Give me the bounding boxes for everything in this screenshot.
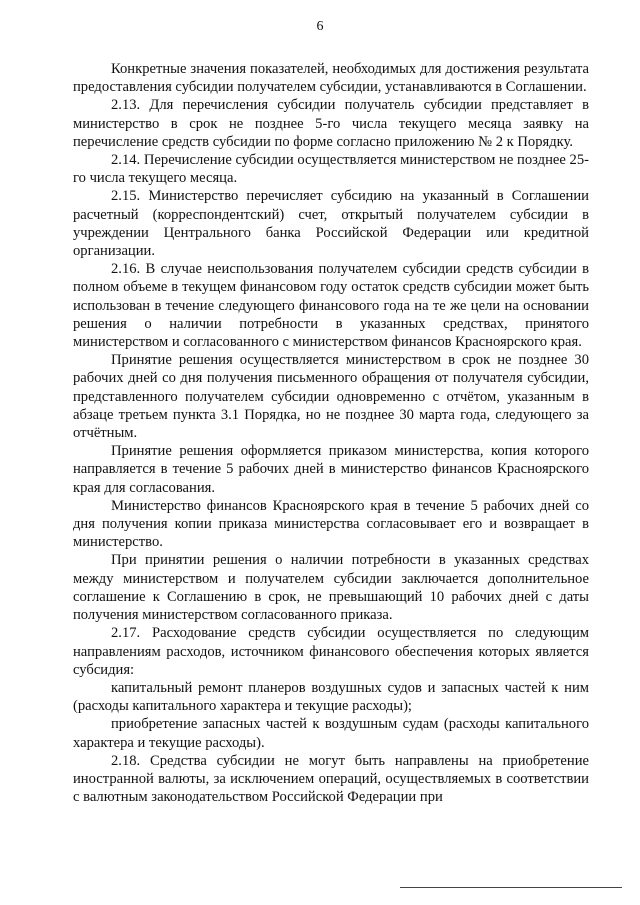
document-body xyxy=(73,60,589,806)
paragraph-decision-term: Принятие решения осуществляется министерством в срок не позднее 30 рабочих дней со дня получения письменного обращения от получателя субсидии, представленного получателем субсидии одновременно с отчётом, указанным в абзаце третьем пункта 3.1 Порядка, но не позднее 30 марта года, следующего за отчётным. xyxy=(73,352,589,442)
paragraph-2-17: 2.17. Расходование средств субсидии осуществляется по следующим направлениям расходов, источником финансового обеспечения которых является субсидия: xyxy=(73,625,589,678)
list-item-spare-parts: приобретение запасных частей к воздушным судам (расходы капитального характера и текущие расходы). xyxy=(73,716,589,751)
paragraph-2-18: 2.18. Средства субсидии не могут быть направлены на приобретение иностранной валюты, за исключением операций, осуществляемых в соответствии с валютным законодательством Российской Федерации при xyxy=(73,752,589,806)
paragraph-finance-ministry: Министерство финансов Красноярского края в течение 5 рабочих дней со дня получения копии приказа министерства согласовывает его и возвращает в министерство. xyxy=(73,497,589,551)
paragraph-2-16: 2.16. В случае неиспользования получателем субсидии средств субсидии в полном объеме в текущем финансовом году остаток средств субсидии может быть использован в течение следующего финансового года на те же цели на основании решения о наличии потребности в указанных средствах, принятого министерством и согласованного с министерством финансов Красноярского края. xyxy=(73,261,589,351)
paragraph-additional-agreement: При принятии решения о наличии потребности в указанных средствах между министерством и получателем субсидии заключается дополнительное соглашение к Соглашению в срок, не превышающий 10 рабочих дней с даты получения министерством согласованного приказа. xyxy=(73,552,589,624)
paragraph-decision-order: Принятие решения оформляется приказом министерства, копия которого направляется в течение 5 рабочих дней в министерство финансов Красноярского края для согласования. xyxy=(73,443,589,496)
paragraph-2-14: 2.14. Перечисление субсидии осуществляется министерством не позднее 25-го числа текущего месяца. xyxy=(73,152,589,187)
paragraph-2-13: 2.13. Для перечисления субсидии получатель субсидии представляет в министерство в срок не позднее 5-го числа текущего месяца заявку на перечисление средств субсидии по форме согласно приложению № 2 к Порядку. xyxy=(73,97,589,150)
bottom-rule-line xyxy=(400,887,622,888)
list-item-capital-repair: капитальный ремонт планеров воздушных судов и запасных частей к ним (расходы капитального характера и текущие расходы); xyxy=(73,679,589,715)
page-number: 6 xyxy=(316,19,324,34)
paragraph-indicators: Конкретные значения показателей, необходимых для достижения результата предоставления субсидии получателем субсидии, устанавливаются в Соглашении. xyxy=(73,61,589,96)
paragraph-2-15: 2.15. Министерство перечисляет субсидию на указанный в Соглашении расчетный (корреспондентский) счет, открытый получателем субсидии в учреждении Центрального банка Российской Федерации или кредитной организации. xyxy=(73,188,589,260)
